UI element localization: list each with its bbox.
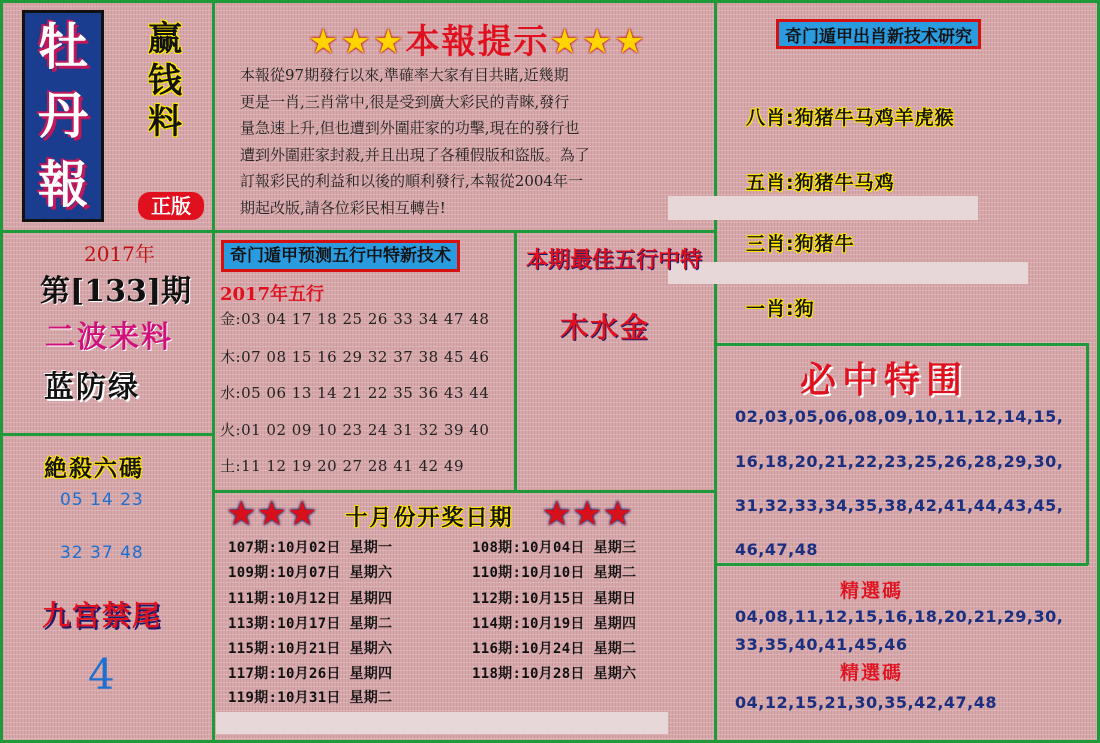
divider-h5 <box>714 563 1088 566</box>
logo-char: 報 <box>38 154 88 214</box>
divider-v1 <box>212 0 215 743</box>
side-char: 钱 <box>148 60 182 101</box>
notice-line: 量急速上升,但也遭到外圍莊家的功擊,現在的發行也 <box>240 119 580 137</box>
notice-title <box>308 14 647 63</box>
element-numbers: 05 06 13 14 21 22 35 36 43 44 <box>241 384 490 402</box>
faded-bar <box>668 262 1028 284</box>
kill-title: 絶殺六碼 <box>44 456 144 482</box>
element-label: 土 <box>220 457 236 475</box>
selected-numbers: 04,12,15,21,30,35,42,47,48 <box>735 693 998 712</box>
draw-date: 114期:10月19日 星期四 <box>472 616 637 632</box>
draw-date: 110期:10月10日 星期二 <box>472 565 637 581</box>
selected-title: 精選碼 <box>840 662 904 684</box>
wuxing-title: 奇门遁甲预测五行中特新技术 <box>221 240 460 272</box>
wuxing-row: 金:03 04 17 18 25 26 33 34 47 48 <box>220 310 490 328</box>
draw-date: 115期:10月21日 星期六 <box>228 641 393 657</box>
element-label: 金 <box>220 310 236 328</box>
star-icons: ★★★ <box>541 494 633 534</box>
selected-numbers: 33,35,40,41,45,46 <box>735 635 908 654</box>
wuxing-row: 木:07 08 15 16 29 32 37 38 45 46 <box>220 348 490 366</box>
draw-date: 118期:10月28日 星期六 <box>472 666 637 682</box>
draw-date: 112期:10月15日 星期日 <box>472 591 637 607</box>
wuxing-year: 2017年五行 <box>220 284 325 305</box>
notice-line: 期起改版,請各位彩民相互轉告! <box>240 198 446 217</box>
divider-h2 <box>0 433 212 436</box>
must-numbers: 31,32,33,34,35,38,42,41,44,43,45, <box>735 496 1064 515</box>
nine-title: 九宫禁尾 <box>42 599 163 632</box>
element-numbers: 01 02 09 10 23 24 31 32 39 40 <box>241 421 490 439</box>
draw-date: 108期:10月04日 星期三 <box>472 540 637 556</box>
notice-line: 更是一肖,三肖常中,很是受到廣大彩民的青睞,發行 <box>240 92 570 111</box>
must-numbers: 16,18,20,21,22,23,25,26,28,29,30, <box>735 452 1064 471</box>
draw-date: 119期:10月31日 星期二 <box>228 690 393 706</box>
wuxing-row: 火:01 02 09 10 23 24 31 32 39 40 <box>220 421 490 439</box>
notice-line: 訂報彩民的利益和以後的順利發行,本報從2004年一 <box>240 172 583 190</box>
guard-text: 蓝防绿 <box>44 370 140 405</box>
best-value: 木水金 <box>560 311 651 344</box>
side-char: 赢 <box>148 19 182 59</box>
draw-date: 116期:10月24日 星期二 <box>472 641 637 657</box>
logo-char: 丹 <box>38 85 88 145</box>
draw-date: 117期:10月26日 星期四 <box>228 666 393 682</box>
wuxing-row: 土:11 12 19 20 27 28 41 42 49 <box>220 457 465 475</box>
october-title-text: 十月份开奖日期 <box>345 506 514 531</box>
element-numbers: 03 04 17 18 25 26 33 34 47 48 <box>241 310 490 328</box>
star-icons: ★★★ <box>308 22 406 62</box>
zodiac-item: 八肖:狗猪牛马鸡羊虎猴 <box>746 107 955 129</box>
logo <box>22 10 104 222</box>
must-title: 必中特围 <box>800 360 969 401</box>
faded-bar <box>216 712 668 734</box>
divider-v4 <box>1086 343 1089 565</box>
nine-value: 4 <box>88 650 115 699</box>
divider-h3 <box>212 490 714 493</box>
notice-line: 遭到外圍莊家封殺,并且出現了各種假版和盜版。為了 <box>240 145 590 164</box>
logo-char: 牡 <box>38 17 88 77</box>
star-icons: ★★★ <box>549 22 647 62</box>
best-title: 本期最佳五行中特 <box>526 248 703 273</box>
draw-date: 113期:10月17日 星期二 <box>228 616 393 632</box>
element-label: 火 <box>220 421 236 439</box>
divider-v3 <box>514 232 517 492</box>
wave-text: 二波来料 <box>45 320 173 355</box>
element-numbers: 11 12 19 20 27 28 41 42 49 <box>241 457 465 475</box>
wuxing-row: 水:05 06 13 14 21 22 35 36 43 44 <box>220 384 490 402</box>
faded-bar <box>668 196 978 220</box>
selected-title: 精選碼 <box>840 580 904 602</box>
zodiac-item: 三肖:狗猪牛 <box>746 233 855 255</box>
zodiac-item: 一肖:狗 <box>746 298 815 320</box>
draw-date: 109期:10月07日 星期六 <box>228 565 393 581</box>
selected-numbers: 04,08,11,12,15,16,18,20,21,29,30, <box>735 607 1064 626</box>
kill-numbers: 32 37 48 <box>60 543 144 563</box>
issue-number: 第[133]期 <box>40 274 192 309</box>
must-numbers: 02,03,05,06,08,09,10,11,12,14,15, <box>735 407 1064 426</box>
notice-body <box>240 62 690 221</box>
element-numbers: 07 08 15 16 29 32 37 38 45 46 <box>241 348 490 366</box>
star-icons: ★★★ <box>226 494 318 534</box>
divider-h1 <box>0 230 714 233</box>
divider-v2 <box>714 0 717 743</box>
issue-year: 2017年 <box>84 242 155 266</box>
zodiac-title: 奇门遁甲出肖新技术研究 <box>776 19 981 49</box>
border-top <box>0 0 1100 3</box>
draw-date: 111期:10月12日 星期四 <box>228 591 393 607</box>
notice-title-text: 本報提示 <box>405 22 550 62</box>
element-label: 水 <box>220 384 236 402</box>
genuine-badge: 正版 <box>138 192 204 220</box>
must-numbers: 46,47,48 <box>735 540 818 559</box>
side-title <box>140 19 190 143</box>
border-left <box>0 0 3 743</box>
october-title <box>226 494 633 534</box>
draw-date: 107期:10月02日 星期一 <box>228 540 393 556</box>
divider-h4 <box>714 343 1088 346</box>
zodiac-item: 五肖:狗猪牛马鸡 <box>746 172 895 194</box>
element-label: 木 <box>220 348 236 366</box>
kill-numbers: 05 14 23 <box>60 490 144 510</box>
side-char: 料 <box>148 102 182 143</box>
notice-line: 本報從97期發行以來,準確率大家有目共睹,近幾期 <box>240 66 569 84</box>
